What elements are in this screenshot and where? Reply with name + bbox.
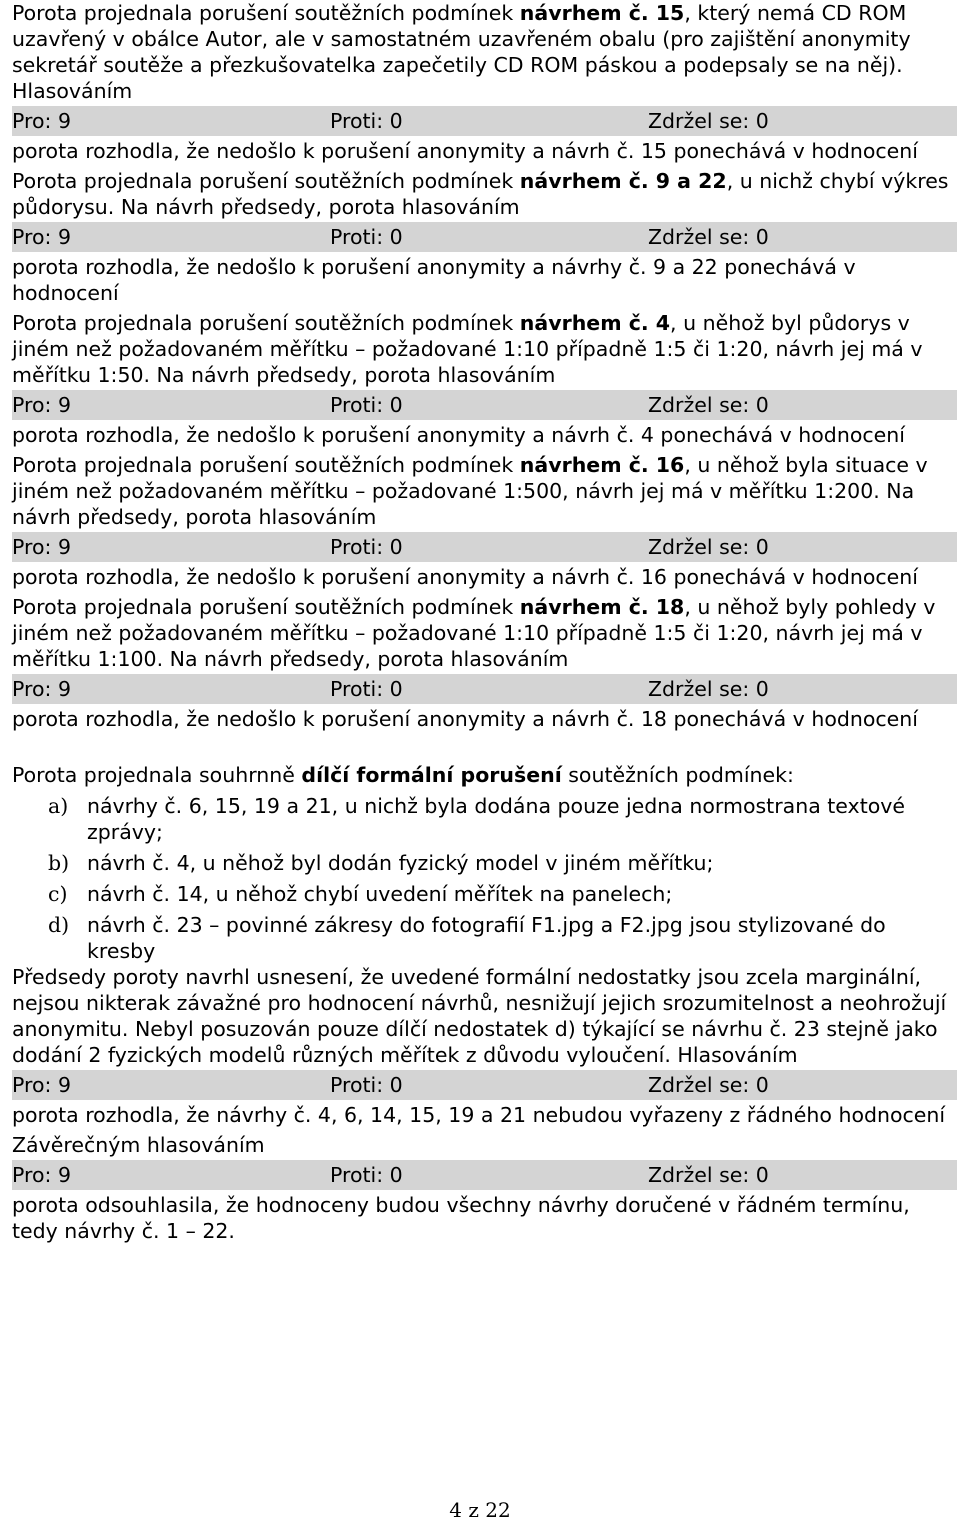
vote-zdrzel: Zdržel se: 0 bbox=[648, 1163, 769, 1187]
paragraph-block-5-intro: Porota projednala porušení soutěžních podmínek návrhem č. 18, u něhož byly pohledy v jiném než požadovaném měřítku – požadované 1:10 případně 1:5 či 1:20, návrh jej má v měřítku 1:100. Na návrh předsedy, porota hlasováním bbox=[12, 595, 936, 671]
paragraph-summary-result: porota rozhodla, že návrhy č. 4, 6, 14, 15, 19 a 21 nebudou vyřazeny z řádného hodnocení bbox=[12, 1103, 946, 1127]
vote-pro: Pro: 9 bbox=[12, 677, 71, 701]
document-page bbox=[12, 0, 957, 1244]
vote-tally-row bbox=[12, 674, 957, 704]
vote-tally-row bbox=[12, 1070, 957, 1100]
vote-tally-row bbox=[12, 390, 957, 420]
paragraph-block-1-result: porota rozhodla, že nedošlo k porušení anonymity a návrh č. 15 ponechává v hodnocení bbox=[12, 139, 918, 163]
vote-proti: Proti: 0 bbox=[330, 109, 403, 133]
vote-pro: Pro: 9 bbox=[12, 1163, 71, 1187]
paragraph-block-2-result: porota rozhodla, že nedošlo k porušení anonymity a návrhy č. 9 a 22 ponechává v hodnocení bbox=[12, 255, 856, 305]
vote-pro: Pro: 9 bbox=[12, 393, 71, 417]
paragraph-block-4-intro: Porota projednala porušení soutěžních podmínek návrhem č. 16, u něhož byla situace v jiném než požadovaném měřítku – požadované 1:500, návrh jej má v měřítku 1:200. Na návrh předsedy, porota hlasováním bbox=[12, 453, 928, 529]
list-marker: a) bbox=[48, 794, 69, 818]
paragraph-block-5-result: porota rozhodla, že nedošlo k porušení anonymity a návrh č. 18 ponechává v hodnocení bbox=[12, 707, 918, 731]
vote-tally-row bbox=[12, 1160, 957, 1190]
paragraph-block-3-intro: Porota projednala porušení soutěžních podmínek návrhem č. 4, u něhož byl půdorys v jiném než požadovaném měřítku – požadované 1:10 případně 1:5 či 1:20, návrh jej má v měřítku 1:50. Na návrh předsedy, porota hlasováním bbox=[12, 311, 923, 387]
list-item bbox=[12, 912, 957, 964]
list-item bbox=[12, 850, 957, 876]
vote-pro: Pro: 9 bbox=[12, 1073, 71, 1097]
vote-zdrzel: Zdržel se: 0 bbox=[648, 109, 769, 133]
paragraph-block-2-intro: Porota projednala porušení soutěžních podmínek návrhem č. 9 a 22, u nichž chybí výkres půdorysu. Na návrh předsedy, porota hlasováním bbox=[12, 169, 949, 219]
list-item-text: návrh č. 14, u něhož chybí uvedení měřítek na panelech; bbox=[87, 882, 673, 906]
vote-pro: Pro: 9 bbox=[12, 109, 71, 133]
vote-tally-row bbox=[12, 106, 957, 136]
vote-zdrzel: Zdržel se: 0 bbox=[648, 535, 769, 559]
vote-zdrzel: Zdržel se: 0 bbox=[648, 677, 769, 701]
vote-zdrzel: Zdržel se: 0 bbox=[648, 1073, 769, 1097]
vote-zdrzel: Zdržel se: 0 bbox=[648, 225, 769, 249]
paragraph-final-result: porota odsouhlasila, že hodnoceny budou všechny návrhy doručené v řádném termínu, tedy návrhy č. 1 – 22. bbox=[12, 1193, 910, 1243]
page-number: 4 z 22 bbox=[449, 1498, 511, 1522]
paragraph-summary-intro: Porota projednala souhrnně dílčí formální porušení soutěžních podmínek: bbox=[12, 763, 794, 787]
list-marker: b) bbox=[48, 851, 70, 875]
list-item-text: návrh č. 4, u něhož byl dodán fyzický model v jiném měřítku; bbox=[87, 851, 714, 875]
list-marker: d) bbox=[48, 913, 70, 937]
vote-pro: Pro: 9 bbox=[12, 225, 71, 249]
vote-pro: Pro: 9 bbox=[12, 535, 71, 559]
list-marker: c) bbox=[48, 882, 68, 906]
list-item-text: návrh č. 23 – povinné zákresy do fotografií F1.jpg a F2.jpg jsou stylizované do kresby bbox=[87, 913, 886, 963]
list-item bbox=[12, 881, 957, 907]
paragraph-block-4-result: porota rozhodla, že nedošlo k porušení anonymity a návrh č. 16 ponechává v hodnocení bbox=[12, 565, 918, 589]
vote-tally-row bbox=[12, 532, 957, 562]
violations-list bbox=[12, 793, 957, 964]
vote-proti: Proti: 0 bbox=[330, 393, 403, 417]
vote-proti: Proti: 0 bbox=[330, 225, 403, 249]
vote-proti: Proti: 0 bbox=[330, 1073, 403, 1097]
list-item bbox=[12, 793, 957, 845]
vote-proti: Proti: 0 bbox=[330, 677, 403, 701]
vote-zdrzel: Zdržel se: 0 bbox=[648, 393, 769, 417]
paragraph-final-intro: Závěrečným hlasováním bbox=[12, 1133, 265, 1157]
vote-proti: Proti: 0 bbox=[330, 1163, 403, 1187]
paragraph-block-3-result: porota rozhodla, že nedošlo k porušení anonymity a návrh č. 4 ponechává v hodnocení bbox=[12, 423, 905, 447]
paragraph-block-1-intro: Porota projednala porušení soutěžních podmínek návrhem č. 15, který nemá CD ROM uzavřený v obálce Autor, ale v samostatném uzavřeném obalu (pro zajištění anonymity sekretář soutěže a přezkušovatelka zapečetily CD ROM páskou a podepsaly se na něj). Hlasováním bbox=[12, 1, 911, 103]
spacer bbox=[12, 732, 957, 762]
vote-proti: Proti: 0 bbox=[330, 535, 403, 559]
vote-tally-row bbox=[12, 222, 957, 252]
list-item-text: návrhy č. 6, 15, 19 a 21, u nichž byla dodána pouze jedna normostrana textové zprávy; bbox=[87, 794, 906, 844]
paragraph-summary-motion: Předsedy poroty navrhl usnesení, že uvedené formální nedostatky jsou zcela marginální, nejsou nikterak závažné pro hodnocení návrhů, nesnižují jejich srozumitelnost a neohrožují anonymitu. Nebyl posuzován pouze dílčí nedostatek d) týkající se návrhu č. 23 stejně jako dodání 2 fyzických modelů různých měřítek z důvodu vyloučení. Hlasováním bbox=[12, 965, 947, 1067]
